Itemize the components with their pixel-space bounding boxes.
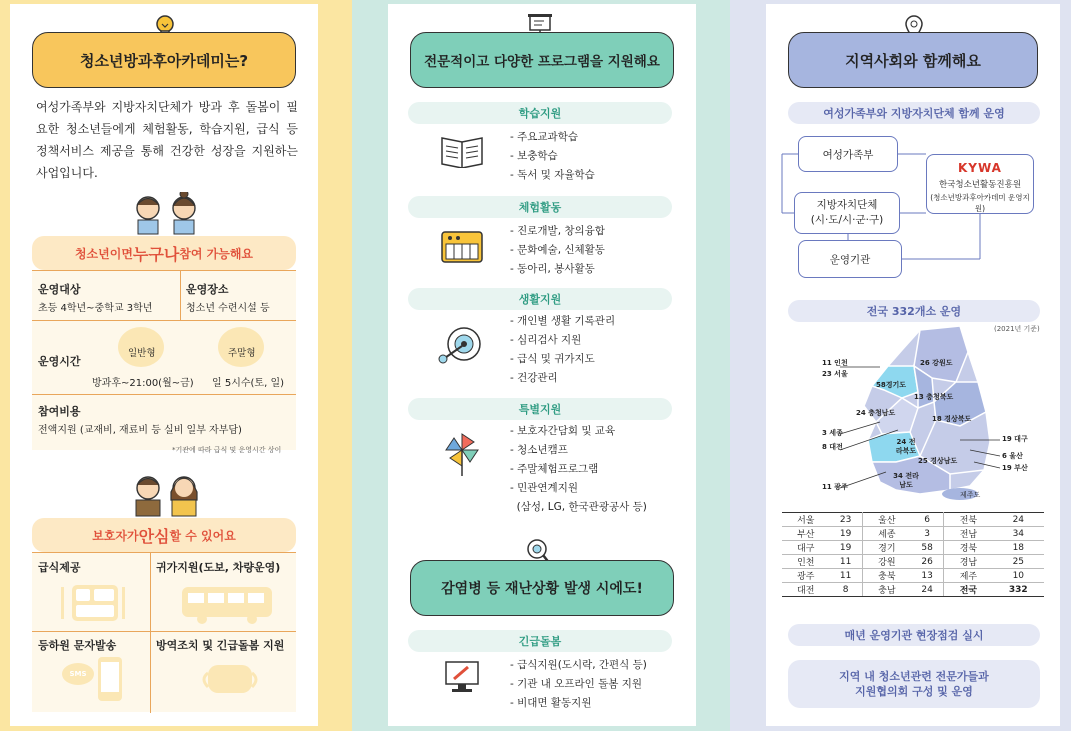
- care-grid: [32, 552, 296, 712]
- place-value: 청소년 수련시설 등: [186, 303, 270, 314]
- sub-joint-operation: 여성가족부와 지방자치단체 함께 운영: [788, 102, 1040, 124]
- stats-count: 10: [993, 569, 1044, 583]
- banner-anyone-post: 참여 가능해요: [179, 246, 254, 261]
- stats-region: 전국: [944, 583, 993, 597]
- students-illustration: [124, 192, 208, 236]
- map-label: 23 서울: [822, 370, 848, 378]
- banner-anyone-pre: 청소년이면: [74, 246, 133, 261]
- stats-region: 강원: [862, 555, 911, 569]
- stats-row: [782, 569, 1044, 583]
- target-dart-icon: [438, 326, 486, 366]
- map-label: 24 전라북도: [895, 438, 917, 455]
- care-return-label: 귀가지원(도보, 차량운영): [156, 561, 281, 574]
- org-local-gov-name: 지방자치단체: [816, 199, 878, 211]
- stats-count: 58: [911, 541, 944, 555]
- map-label: 3 세종: [822, 429, 843, 437]
- map-label: 11 인천: [822, 359, 848, 367]
- kywa-sub: (청소년방과후아카데미 운영지원): [930, 193, 1030, 213]
- monitor-pencil-icon: [444, 658, 480, 694]
- org-operator: 운영기관: [798, 240, 902, 278]
- weekday-value: 방과후~21:00(월~금): [92, 378, 194, 389]
- page-title: 청소년방과후아카데미는?: [32, 32, 296, 88]
- stats-row: [782, 513, 1044, 527]
- org-mogef: 여성가족부: [798, 136, 898, 172]
- sms-bubble-icon: SMS: [62, 663, 94, 685]
- sub-council-line2: 지원협의회 구성 및 운영: [855, 685, 973, 698]
- info-table: [32, 270, 296, 450]
- section-title-emergency: 긴급돌봄: [408, 630, 672, 652]
- org-local-gov-sub: (시·도/시·군·구): [810, 214, 884, 226]
- banner-safe-pre: 보호자가: [92, 528, 139, 543]
- map-label: 25 경상남도: [918, 457, 958, 465]
- special-item: - 보호자간담회 및 교육: [510, 425, 616, 437]
- learning-item: - 보충학습: [510, 150, 558, 162]
- map-label: 제주도: [960, 491, 981, 499]
- life-item: - 개인별 생활 기록관리: [510, 315, 616, 327]
- stats-count: 6: [911, 513, 944, 527]
- stats-row: [782, 555, 1044, 569]
- life-item: - 건강관리: [510, 372, 558, 384]
- care-sms-label: 등하원 문자발송: [38, 639, 117, 652]
- intro-text: 여성가족부와 지방자치단체가 방과 후 돌봄이 필요한 청소년들에게 체험활동, 학습지원, 급식 등 정책서비스 제공을 통해 건강한 성장을 지원하는 사업입니다.: [36, 100, 298, 180]
- note-text: *기관에 따라 급식 및 운영시간 상이: [172, 446, 282, 454]
- map-label: 19 부산: [1002, 464, 1028, 472]
- activities-item: - 진로개발, 창의융합: [510, 225, 605, 237]
- stats-count: 11: [830, 555, 863, 569]
- activities-item: - 동아리, 봉사활동: [510, 263, 595, 275]
- banner-safe-emphasis: 안심: [138, 526, 170, 546]
- life-item: - 심리검사 지원: [510, 334, 582, 346]
- stats-region: 울산: [862, 513, 911, 527]
- stats-count: 23: [830, 513, 863, 527]
- stats-count: 13: [911, 569, 944, 583]
- stats-region: 대구: [782, 541, 830, 555]
- time-label: 운영시간: [38, 355, 81, 368]
- korea-map: [810, 322, 1040, 512]
- section-title-activities: 체험활동: [408, 196, 672, 218]
- org-connectors: [766, 130, 1060, 280]
- meal-tray-icon: [58, 583, 128, 623]
- cost-label: 참여비용: [38, 405, 81, 418]
- stats-region: 대전: [782, 583, 830, 597]
- left-panel: [10, 4, 318, 726]
- map-label: 58경기도: [876, 381, 907, 389]
- cost-value: 전액지원 (교재비, 재료비 등 실비 일부 자부담): [38, 425, 242, 436]
- map-label: 13 충청북도: [914, 393, 954, 401]
- map-label: 26 강원도: [920, 359, 953, 367]
- banner-safe-post: 할 수 있어요: [169, 528, 236, 543]
- map-label: 24 충청남도: [856, 409, 896, 417]
- emergency-item: - 기관 내 오프라인 돌봄 지원: [510, 678, 643, 690]
- sub-annual-inspection: 매년 운영기관 현장점검 실시: [788, 624, 1040, 646]
- org-chart: [766, 130, 1060, 280]
- life-item: - 급식 및 귀가지도: [510, 353, 595, 365]
- banner-anyone: [32, 236, 296, 270]
- community-title: 지역사회와 함께해요: [788, 32, 1038, 88]
- guardians-illustration: [124, 470, 208, 518]
- bus-icon: [180, 585, 276, 625]
- stats-region: 경북: [944, 541, 993, 555]
- right-panel: [766, 4, 1060, 726]
- stats-count: 3: [911, 527, 944, 541]
- target-value: 초등 4학년~중학교 3학년: [38, 303, 153, 314]
- kywa-name: 한국청소년활동진흥원: [938, 180, 1022, 190]
- special-item: - 주말체험프로그램: [510, 463, 599, 475]
- learning-item: - 독서 및 자율학습: [510, 169, 595, 181]
- weekday-tag: 일반형: [128, 348, 156, 359]
- weekend-tag: 주말형: [228, 348, 256, 359]
- stats-region: 전남: [944, 527, 993, 541]
- middle-panel: [388, 4, 696, 726]
- stats-region: 충북: [862, 569, 911, 583]
- section-title-life: 생활지원: [408, 288, 672, 310]
- section-title-special: 특별지원: [408, 398, 672, 420]
- phone-icon: [98, 657, 122, 701]
- banner-anyone-emphasis: 누구나: [132, 244, 180, 264]
- stats-region: 제주: [944, 569, 993, 583]
- kywa-logo: KYWA: [958, 161, 1002, 175]
- stats-region: 인천: [782, 555, 830, 569]
- learning-item: - 주요교과학습: [510, 131, 578, 143]
- stats-count: 24: [993, 513, 1044, 527]
- care-emergency-label: 방역조치 및 긴급돌봄 지원: [156, 639, 285, 652]
- stats-region: 경기: [862, 541, 911, 555]
- stats-region: 서울: [782, 513, 830, 527]
- stats-row: [782, 527, 1044, 541]
- emergency-item: - 비대면 활동지원: [510, 697, 592, 709]
- map-label: 6 울산: [1002, 452, 1023, 460]
- stats-region: 세종: [862, 527, 911, 541]
- keyboard-instrument-icon: [440, 230, 484, 264]
- stats-count: 332: [993, 583, 1044, 597]
- sub-council: [788, 660, 1040, 708]
- disaster-title: 감염병 등 재난상황 발생 시에도!: [410, 560, 674, 616]
- stats-region: 광주: [782, 569, 830, 583]
- stats-row: [782, 541, 1044, 555]
- map-label: 10: [990, 490, 1000, 498]
- stats-count: 25: [993, 555, 1044, 569]
- stats-region: 충남: [862, 583, 911, 597]
- place-label: 운영장소: [186, 283, 229, 296]
- target-label: 운영대상: [38, 283, 81, 296]
- banner-safe: [32, 518, 296, 552]
- emergency-item: - 급식지원(도시락, 간편식 등): [510, 659, 647, 671]
- weekend-value: 일 5시수(토, 일): [212, 378, 285, 389]
- stats-count: 8: [830, 583, 863, 597]
- care-meal-label: 급식제공: [38, 561, 81, 574]
- stats-region: 경남: [944, 555, 993, 569]
- stats-count: 24: [911, 583, 944, 597]
- special-item: (삼성, LG, 한국관광공사 등): [510, 501, 647, 513]
- year-note: (2021년 기준): [994, 325, 1040, 333]
- sub-nationwide: 전국 332개소 운영: [788, 300, 1040, 322]
- pinwheel-icon: [442, 432, 482, 478]
- map-label: 19 대구: [1002, 435, 1028, 443]
- map-label: 8 대전: [822, 443, 843, 451]
- stats-count: 19: [830, 527, 863, 541]
- mask-icon: [200, 661, 260, 697]
- sub-council-line1: 지역 내 청소년관련 전문가들과: [839, 670, 989, 683]
- stats-count: 19: [830, 541, 863, 555]
- activities-item: - 문화예술, 신체활동: [510, 244, 605, 256]
- map-label: 11 광주: [822, 483, 848, 491]
- stats-region: 부산: [782, 527, 830, 541]
- special-item: - 민관연계지원: [510, 482, 578, 494]
- stats-count: 11: [830, 569, 863, 583]
- stats-count: 18: [993, 541, 1044, 555]
- section-title-learning: 학습지원: [408, 102, 672, 124]
- stats-count: 26: [911, 555, 944, 569]
- map-label: 18 경상북도: [932, 415, 972, 423]
- book-icon: [440, 134, 484, 168]
- stats-table: [782, 512, 1044, 597]
- stats-count: 34: [993, 527, 1044, 541]
- programs-title: 전문적이고 다양한 프로그램을 지원해요: [410, 32, 674, 88]
- map-label: 34 전라남도: [893, 472, 919, 489]
- stats-region: 전북: [944, 513, 993, 527]
- stats-row: [782, 583, 1044, 597]
- special-item: - 청소년캠프: [510, 444, 568, 456]
